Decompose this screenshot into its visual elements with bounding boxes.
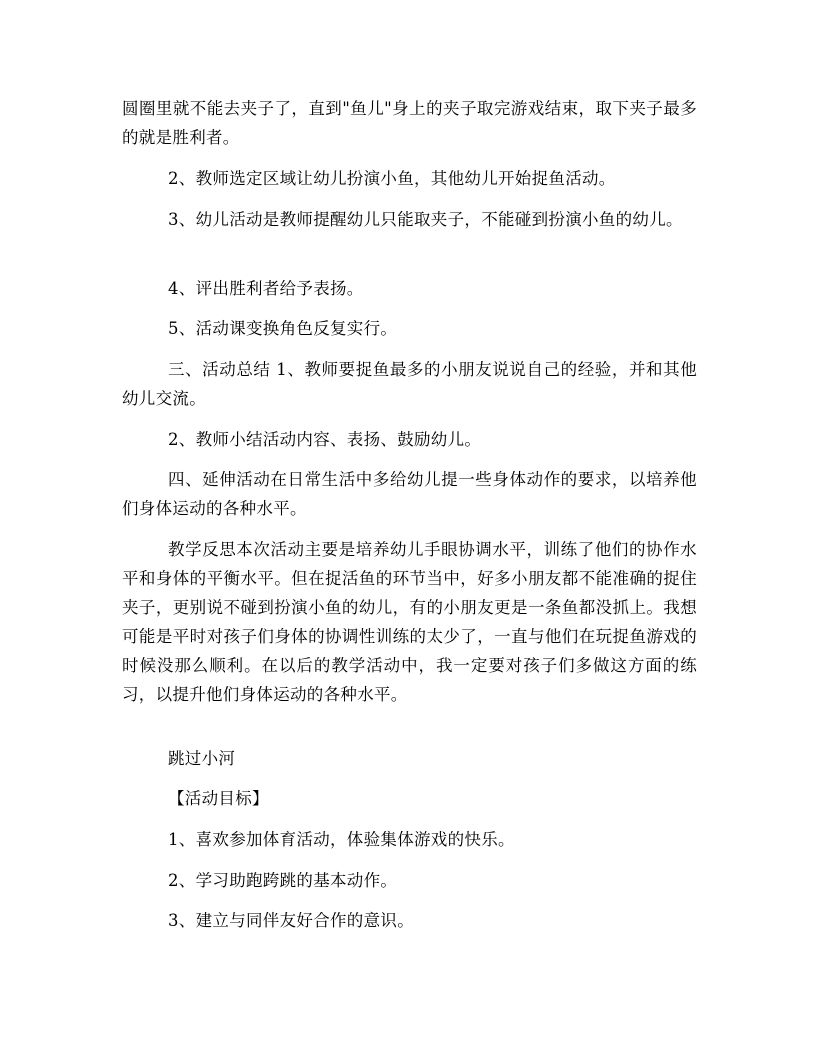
section-heading-jump-over-river: 跳过小河 [168, 749, 236, 768]
paragraph-extension-activity: 四、延伸活动在日常生活中多给幼儿提一些身体动作的要求，以培养他们身体运动的各种水平。 [122, 470, 697, 518]
paragraph-continuation: 圆圈里就不能去夹子了，直到"鱼儿"身上的夹子取完游戏结束，取下夹子最多的就是胜利者。 [122, 99, 697, 147]
paragraph-teaching-reflection: 教学反思本次活动主要是培养幼儿手眼协调水平，训练了他们的协作水平和身体的平衡水平。但在捉活鱼的环节当中，好多小朋友都不能准确的捉住夹子，更别说不碰到扮演小鱼的幼儿，有的小朋友更是一条鱼都没抓上。我想可能是平时对孩子们身体的协调性训练的太少了，一直与他们在玩捉鱼游戏的时候没那么顺利。在以后的教学活动中，我一定要对孩子们多做这方面的练习，以提升他们身体运动的各种水平。 [122, 540, 697, 704]
paragraph-step-5: 5、活动课变换角色反复实行。 [168, 319, 398, 338]
goal-item-3: 3、建立与同伴友好合作的意识。 [168, 911, 414, 930]
paragraph-step-3: 3、幼儿活动是教师提醒幼儿只能取夹子，不能碰到扮演小鱼的幼儿。 [168, 210, 683, 229]
paragraph-teacher-summary: 2、教师小结活动内容、表扬、鼓励幼儿。 [168, 430, 482, 449]
goal-item-2: 2、学习助跑跨跳的基本动作。 [168, 871, 398, 890]
paragraph-step-2: 2、教师选定区域让幼儿扮演小鱼，其他幼儿开始捉鱼活动。 [168, 169, 616, 188]
section-heading-activity-goals: 【活动目标】 [168, 789, 269, 808]
paragraph-activity-summary: 三、活动总结 1、教师要捉鱼最多的小朋友说说自己的经验，并和其他幼儿交流。 [122, 360, 697, 408]
goal-item-1: 1、喜欢参加体育活动，体验集体游戏的快乐。 [168, 830, 515, 849]
paragraph-step-4: 4、评出胜利者给予表扬。 [168, 279, 364, 298]
